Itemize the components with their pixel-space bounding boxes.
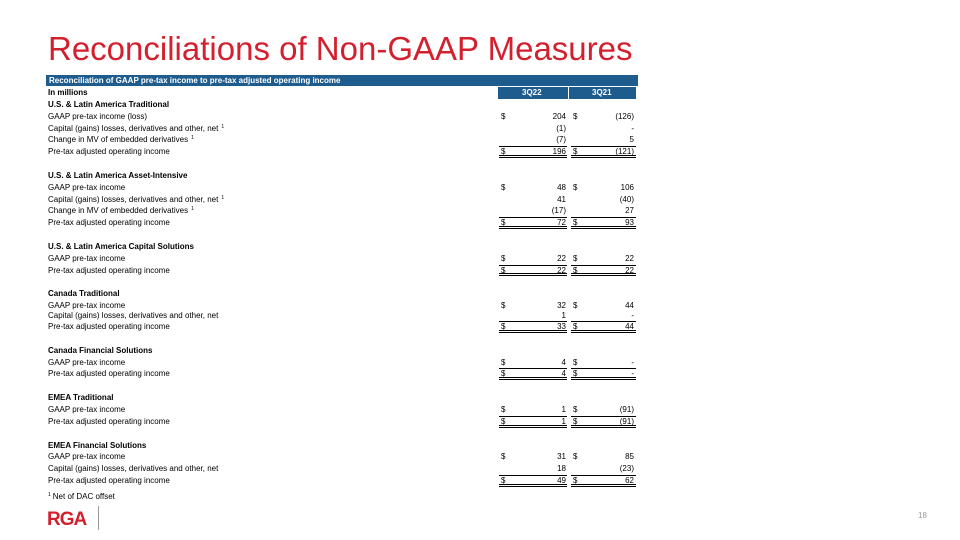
currency-symbol: $: [573, 357, 578, 367]
value-3q21: 27: [625, 206, 634, 216]
table-row: [46, 123, 638, 135]
row-label: [48, 136, 194, 144]
value-3q21: -: [631, 123, 634, 133]
footnote-text: Net of DAC offset: [52, 492, 115, 501]
page-number: 18: [918, 511, 927, 520]
section-heading-label: U.S. & Latin America Asset-Intensive: [48, 170, 188, 180]
table-row: [46, 205, 638, 217]
currency-symbol: $: [573, 416, 578, 426]
value-3q22: 49: [557, 475, 566, 485]
subtotal-rule: [499, 416, 567, 417]
row-label: Capital (gains) losses, derivatives and other, net: [48, 310, 219, 320]
section-heading-label: EMEA Traditional: [48, 393, 114, 403]
section-spacer: [46, 276, 638, 288]
value-3q21: (23): [619, 464, 634, 474]
currency-symbol: $: [501, 182, 506, 192]
currency-symbol: $: [501, 265, 506, 275]
row-label: Pre-tax adjusted operating income: [48, 218, 170, 228]
subtotal-rule: [499, 368, 567, 369]
footnote-marker: 1: [191, 135, 194, 142]
table-row: [46, 194, 638, 206]
currency-symbol: $: [501, 475, 506, 485]
section-heading-label: Canada Traditional: [48, 289, 120, 299]
row-label: Pre-tax adjusted operating income: [48, 321, 170, 331]
section-heading: [46, 241, 638, 253]
value-3q21: (121): [615, 147, 634, 157]
row-label: Pre-tax adjusted operating income: [48, 147, 170, 157]
row-label: GAAP pre-tax income: [48, 253, 126, 263]
footnote-marker: 1: [191, 206, 194, 213]
table-row-total: [46, 146, 638, 158]
section-heading: [46, 440, 638, 452]
row-label: Pre-tax adjusted operating income: [48, 416, 170, 426]
value-3q21: 85: [625, 452, 634, 462]
table-row: [46, 451, 638, 463]
footnote-marker: 1: [48, 492, 51, 498]
currency-symbol: $: [501, 253, 506, 263]
table-row: [46, 134, 638, 146]
section-spacer: [46, 333, 638, 345]
table-row-total: [46, 321, 638, 333]
value-3q22: 72: [557, 218, 566, 228]
currency-symbol: $: [573, 452, 578, 462]
value-3q22: 48: [557, 182, 566, 192]
currency-symbol: $: [501, 357, 506, 367]
value-3q21: (40): [619, 194, 634, 204]
table-row: [46, 111, 638, 123]
currency-symbol: $: [501, 147, 506, 157]
row-label: GAAP pre-tax income: [48, 301, 126, 311]
currency-symbol: $: [501, 301, 506, 311]
currency-symbol: $: [573, 218, 578, 228]
rga-logo: RGA: [47, 509, 87, 530]
table-row-total: [46, 217, 638, 229]
value-3q21: 62: [625, 475, 634, 485]
table-header-row: [46, 87, 638, 99]
value-3q21: -: [631, 310, 634, 320]
value-3q22: 196: [552, 147, 566, 157]
column-separator: [568, 87, 569, 99]
reconciliation-table: [46, 75, 638, 487]
section-heading: [46, 392, 638, 404]
section-heading-label: EMEA Financial Solutions: [48, 440, 147, 450]
currency-symbol: $: [573, 321, 578, 331]
row-label-text: Capital (gains) losses, derivatives and other, net: [48, 123, 219, 133]
column-header-3q22: 3Q22: [522, 88, 542, 97]
subtotal-rule: [571, 368, 636, 369]
value-3q22: 4: [561, 357, 566, 367]
value-3q22: 4: [561, 369, 566, 379]
row-label-text: Change in MV of embedded derivatives: [48, 135, 189, 145]
value-3q22: 32: [557, 301, 566, 311]
value-3q22: (17): [551, 206, 566, 216]
value-3q21: 22: [625, 253, 634, 263]
value-3q21: 93: [625, 218, 634, 228]
row-label: GAAP pre-tax income: [48, 182, 126, 192]
currency-symbol: $: [573, 253, 578, 263]
value-3q22: (1): [556, 123, 566, 133]
value-3q21: (91): [619, 404, 634, 414]
value-3q22: 22: [557, 265, 566, 275]
value-3q22: 1: [561, 404, 566, 414]
currency-symbol: $: [573, 301, 578, 311]
currency-symbol: $: [501, 416, 506, 426]
value-3q22: 33: [557, 321, 566, 331]
section-heading-label: U.S. & Latin America Traditional: [48, 100, 170, 109]
value-3q21: -: [631, 357, 634, 367]
currency-symbol: $: [573, 404, 578, 414]
currency-symbol: $: [573, 475, 578, 485]
section-spacer: [46, 428, 638, 440]
table-row: [46, 312, 638, 321]
table-row-total: [46, 475, 638, 487]
row-label: Pre-tax adjusted operating income: [48, 369, 170, 379]
row-label: [48, 196, 224, 204]
row-label: Capital (gains) losses, derivatives and other, net: [48, 464, 219, 474]
units-label: In millions: [48, 88, 88, 97]
value-3q22: (7): [556, 135, 566, 145]
value-3q21: 106: [620, 182, 634, 192]
value-3q21: 44: [625, 301, 634, 311]
currency-symbol: $: [573, 147, 578, 157]
table-row: [46, 404, 638, 416]
value-3q22: 1: [561, 416, 566, 426]
section-heading-label: U.S. & Latin America Capital Solutions: [48, 241, 194, 251]
currency-symbol: $: [501, 321, 506, 331]
currency-symbol: $: [573, 265, 578, 275]
section-spacer: [46, 380, 638, 392]
section-heading: [46, 288, 638, 300]
table-row: [46, 463, 638, 475]
footnote-marker: 1: [221, 194, 225, 201]
currency-symbol: $: [573, 182, 578, 192]
section-heading: [46, 99, 638, 111]
row-label: GAAP pre-tax income: [48, 404, 126, 414]
row-label: GAAP pre-tax income: [48, 452, 126, 462]
row-label: [48, 207, 194, 215]
section-heading-label: Canada Financial Solutions: [48, 345, 153, 355]
value-3q21: 5: [629, 135, 634, 145]
currency-symbol: $: [501, 369, 506, 379]
row-label: GAAP pre-tax income: [48, 357, 126, 367]
footnote-marker: 1: [221, 123, 225, 130]
currency-symbol: $: [573, 369, 578, 379]
row-label-text: Change in MV of embedded derivatives: [48, 206, 189, 216]
row-label: [48, 125, 224, 133]
row-label-text: Capital (gains) losses, derivatives and other, net: [48, 194, 219, 204]
value-3q22: 18: [557, 464, 566, 474]
currency-symbol: $: [501, 452, 506, 462]
value-3q22: 31: [557, 452, 566, 462]
section-spacer: [46, 158, 638, 170]
value-3q21: (126): [615, 111, 634, 121]
row-label: Pre-tax adjusted operating income: [48, 265, 170, 275]
value-3q22: 22: [557, 253, 566, 263]
value-3q21: (91): [619, 416, 634, 426]
footnote: [48, 492, 115, 501]
section-spacer: [46, 229, 638, 241]
table-row-total: [46, 416, 638, 428]
section-heading: [46, 345, 638, 357]
value-3q21: -: [631, 369, 634, 379]
value-3q22: 1: [561, 310, 566, 320]
row-label: Pre-tax adjusted operating income: [48, 475, 170, 485]
value-3q21: 22: [625, 265, 634, 275]
currency-symbol: $: [501, 111, 506, 121]
section-heading: [46, 170, 638, 182]
currency-symbol: $: [501, 218, 506, 228]
value-3q21: 44: [625, 321, 634, 331]
table-banner: Reconciliation of GAAP pre-tax income to pre-tax adjusted operating income: [46, 75, 638, 86]
table-row: [46, 182, 638, 194]
column-header-band: [498, 87, 636, 99]
value-3q22: 41: [557, 194, 566, 204]
table-row: [46, 357, 638, 369]
logo-divider: [98, 506, 99, 530]
currency-symbol: $: [573, 111, 578, 121]
row-label: GAAP pre-tax income (loss): [48, 111, 147, 121]
table-row-total: [46, 368, 638, 380]
table-row: [46, 253, 638, 265]
value-3q22: 204: [552, 111, 566, 121]
column-header-3q21: 3Q21: [592, 88, 612, 97]
page-title: Reconciliations of Non-GAAP Measures: [48, 30, 633, 67]
currency-symbol: $: [501, 404, 506, 414]
table-row-total: [46, 265, 638, 277]
